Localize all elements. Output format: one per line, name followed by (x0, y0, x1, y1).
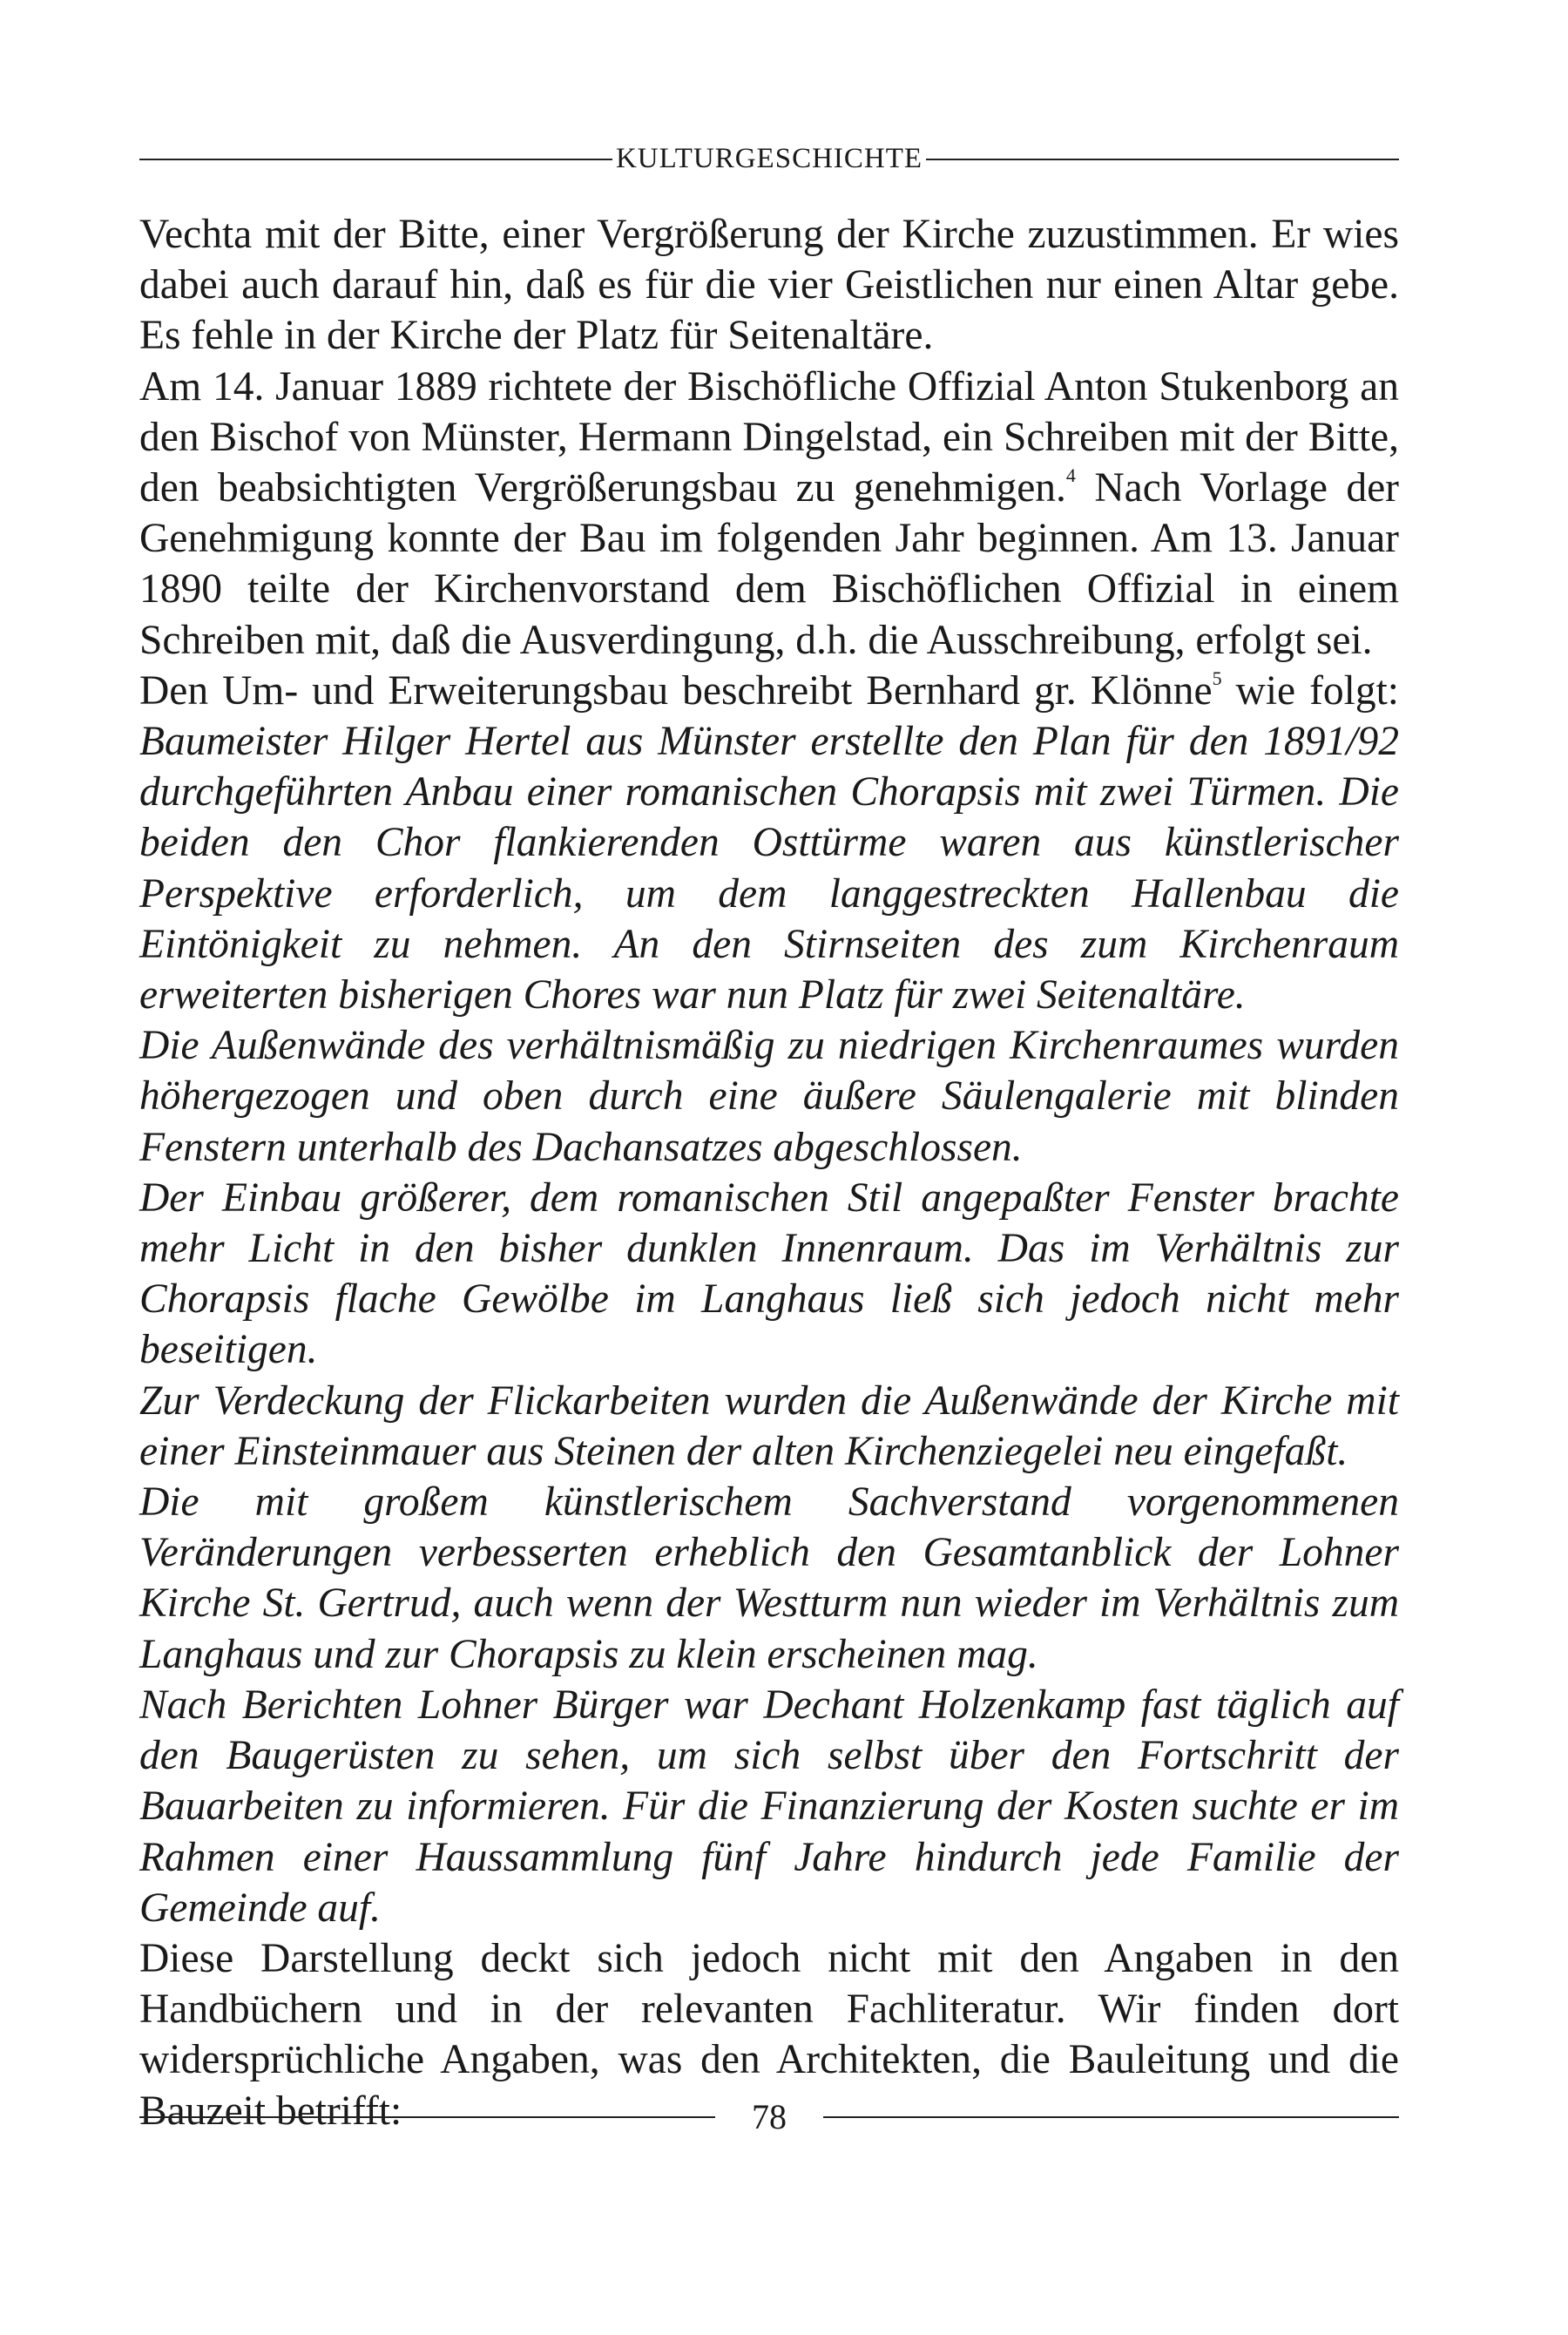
paragraph-1: Vechta mit der Bitte, einer Vergrößerung der Kirche zuzustimmen. Er wies dabei auch darauf hin, daß es für die vier Geistlichen nur einen Altar gebe. Es fehle in der Kirche der Platz für Seitenaltäre. (139, 212, 1399, 359)
footer-rule-right (823, 2116, 1399, 2118)
paragraph-2-text: Am 14. Januar 1889 richtete der Bischöfliche Offizial Anton Stukenborg an den Bischof von Münster, Hermann Dingelstad, ein Schreiben mit der Bitte, den beabsichtigten Vergrößerungsbau zu genehmigen. (139, 363, 1399, 511)
quote-part-2: Die Außenwände des verhältnismäßig zu niedrigen Kirchenraumes wurden höhergezogen und oben durch eine äußere Säulengalerie mit blinden Fenstern unterhalb des Dachansatzes abgeschlossen. (139, 1023, 1399, 1170)
running-head-title: KULTURGESCHICHTE (615, 143, 923, 174)
paragraph-4: Diese Darstellung deckt sich jedoch nicht mit den Angaben in den Handbüchern und in der relevanten Fachliteratur. Wir finden dort widersprüchliche Angaben, was den Architekten, die Bauleitung und die Bauzeit betrifft: (139, 1935, 1399, 2134)
quote-part-5: Die mit großem künstlerischem Sachverstand vorgenommenen Veränderungen verbesserten erheblich den Gesamtanblick der Lohner Kirche St. Gertrud, auch wenn der Westturm nun wieder im Verhältnis zum Langhaus und zur Chorapsis zu klein erscheinen mag. (139, 1479, 1399, 1677)
page-footer (139, 2097, 1399, 2136)
paragraph-3 (139, 666, 1399, 1020)
footnote-ref-5: 5 (1212, 667, 1222, 689)
paragraph-3-text: Den Um- und Erweiterungsbau beschreibt Bernhard gr. Klönne (139, 667, 1213, 714)
header-rule-right (926, 159, 1399, 160)
paragraph-2 (139, 362, 1399, 666)
footnote-ref-4: 4 (1065, 464, 1076, 487)
quote-part-4: Zur Verdeckung der Flickarbeiten wurden die Außenwände der Kirche mit einer Einsteinmauer aus Steinen der alten Kirchenziegelei neu eingefaßt. (139, 1377, 1399, 1474)
quote-part-6: Nach Berichten Lohner Bürger war Dechant Holzenkamp fast täglich auf den Baugerüsten zu sehen, um sich selbst über den Fortschritt der Bauarbeiten zu informieren. Für die Finanzierung der Kosten suchte er im Rahmen einer Haussammlung fünf Jahre hindurch jede Familie der Gemeinde auf. (139, 1682, 1399, 1931)
running-header (139, 145, 1399, 173)
quote-part-3: Der Einbau größerer, dem romanischen Stil angepaßter Fenster brachte mehr Licht in den bisher dunklen Innenraum. Das im Verhältnis zur Chorapsis flache Gewölbe im Langhaus ließ sich jedoch nicht mehr beseitigen. (139, 1174, 1399, 1373)
paragraph-3-mid: wie folgt: (1221, 667, 1399, 714)
footer-rule-left (139, 2116, 715, 2118)
quote-part-1: Baumeister Hilger Hertel aus Münster erstellte den Plan für den 1891/92 durchgeführten Anbau einer romanischen Chorapsis mit zwei Türmen. Die beiden den Chor flankierenden Osttürme waren aus künstlerischer Perspektive erforderlich, um dem langgestreckten Hallenbau die Eintönigkeit zu nehmen. An den Stirnseiten des zum Kirchenraum erweiterten bisherigen Chores war nun Platz für zwei Seitenaltäre. (139, 719, 1399, 1019)
main-text (139, 209, 1399, 2136)
page-number: 78 (752, 2097, 787, 2136)
header-rule-left (139, 159, 612, 160)
paragraph-2-continued: Nach Vorlage der Genehmigung konnte der Bau im folgenden Jahr beginnen. Am 13. Januar 1890 teilte der Kirchenvorstand dem Bischöflichen Offizial in einem Schreiben mit, daß die Ausverdingung, d.h. die Ausschreibung, erfolgt sei. (139, 465, 1400, 663)
